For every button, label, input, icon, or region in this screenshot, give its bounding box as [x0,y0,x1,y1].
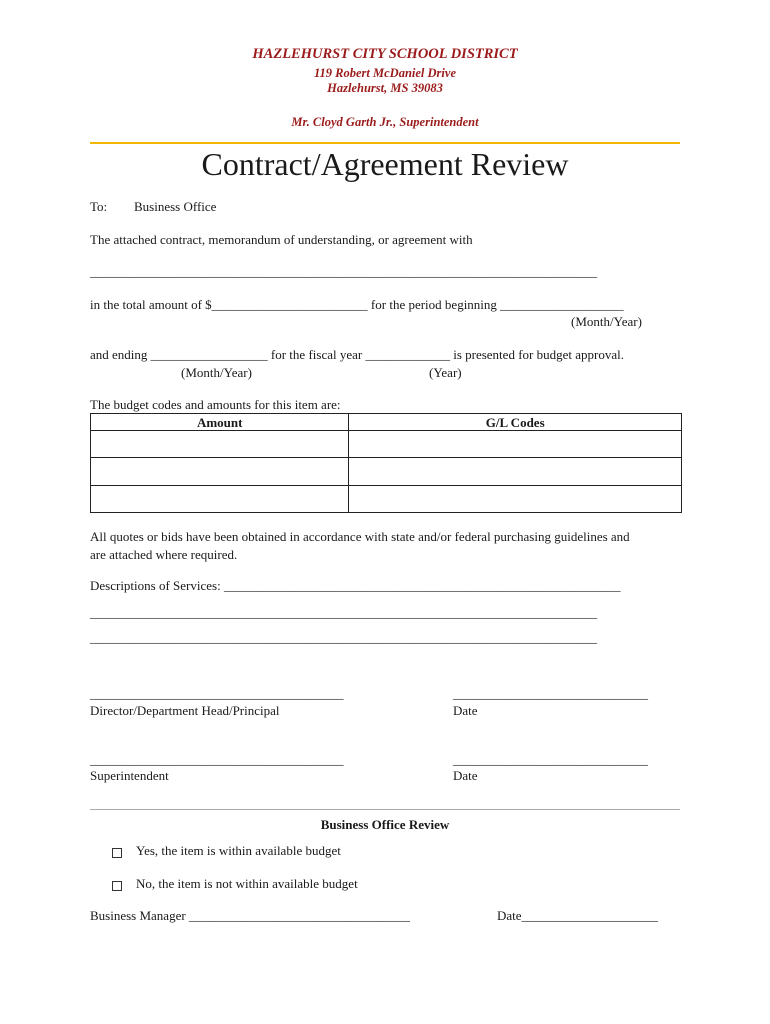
quotes-text-line2: are attached where required. [90,547,238,562]
no-option-label: No, the item is not within available budget [136,876,358,891]
gl-code-cell[interactable] [349,458,682,485]
business-manager-line[interactable]: Business Manager __________________________________ [90,908,410,923]
director-signature-label: Director/Department Head/Principal [90,703,280,718]
page-title: Contract/Agreement Review [201,146,569,182]
superintendent-date-line[interactable]: ______________________________ [453,752,648,767]
ending-fiscal-line[interactable]: and ending __________________ for the fiscal year _____________ is presented for budget approval. [90,347,624,362]
agreement-with-field[interactable]: ______________________________________________________________________________ [90,264,597,279]
business-office-heading: Business Office Review [320,817,450,832]
director-date-label: Date [453,703,478,718]
business-manager-date-line[interactable]: Date_____________________ [497,908,659,923]
director-date-line[interactable]: ______________________________ [453,686,648,701]
table-row [91,431,682,458]
fiscal-year-caption: (Year) [429,365,462,380]
district-street: 119 Robert McDaniel Drive [313,66,456,80]
header-divider [90,142,680,144]
quotes-text-line1: All quotes or bids have been obtained in accordance with state and/or federal purchasing guidelines and [90,529,630,544]
intro-text: The attached contract, memorandum of understanding, or agreement with [90,232,473,247]
budget-codes-table [90,413,682,513]
to-label: To: [90,199,108,214]
district-name: HAZLEHURST CITY SCHOOL DISTRICT [252,46,518,62]
director-signature-line[interactable]: _______________________________________ [90,686,344,701]
budget-codes-intro: The budget codes and amounts for this item are: [90,397,341,412]
amount-cell[interactable] [91,431,349,458]
gl-codes-column-header: G/L Codes [349,414,682,431]
amount-cell[interactable] [91,485,349,512]
yes-checkbox[interactable] [112,846,122,862]
amount-cell[interactable] [91,458,349,485]
table-row [91,458,682,485]
period-begin-caption: (Month/Year) [571,314,642,329]
ending-caption: (Month/Year) [181,365,252,380]
descriptions-continuation-2[interactable]: ______________________________________________________________________________ [90,630,597,645]
gl-code-cell[interactable] [349,431,682,458]
section-divider [90,809,680,810]
descriptions-continuation-1[interactable]: ______________________________________________________________________________ [90,605,597,620]
amount-column-header: Amount [91,414,349,431]
superintendent-signature-label: Superintendent [90,768,169,783]
gl-code-cell[interactable] [349,485,682,512]
to-value: Business Office [134,199,217,214]
amount-period-line[interactable]: in the total amount of $________________________ for the period beginning ___________________ [90,297,624,312]
district-city: Hazlehurst, MS 39083 [327,81,443,95]
table-row [91,485,682,512]
no-checkbox[interactable] [112,879,122,895]
superintendent-signature-line[interactable]: _______________________________________ [90,752,344,767]
superintendent-name: Mr. Cloyd Garth Jr., Superintendent [291,115,479,129]
yes-option-label: Yes, the item is within available budget [136,843,341,858]
descriptions-field[interactable]: Descriptions of Services: _____________________________________________________________ [90,578,621,593]
superintendent-date-label: Date [453,768,478,783]
